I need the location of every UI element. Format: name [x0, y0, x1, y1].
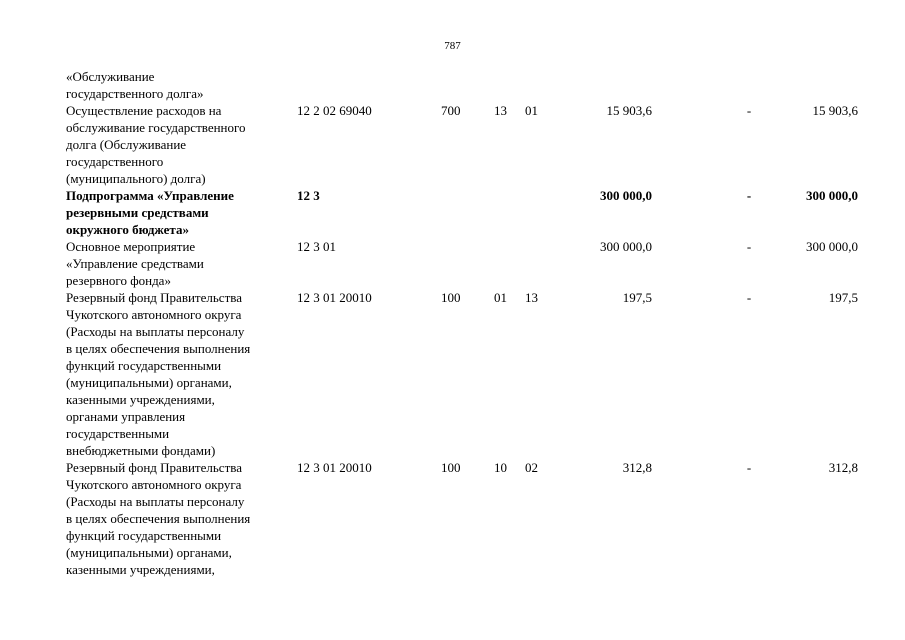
target-article-code: 12 3 01 20010 — [297, 460, 372, 475]
amount-total: 300 000,0 — [600, 239, 652, 254]
amount-change: - — [746, 460, 752, 475]
amount-final: 300 000,0 — [806, 188, 858, 203]
amount-total: 312,8 — [622, 460, 652, 475]
amount-final: 300 000,0 — [806, 239, 858, 254]
budget-table — [0, 68, 905, 578]
item-name: Подпрограмма «Управление резервными средствами окружного бюджета» — [66, 188, 234, 237]
subsection-code: 13 — [525, 290, 538, 305]
subsection-code: 02 — [525, 460, 538, 475]
amount-total: 197,5 — [622, 290, 652, 305]
target-article-code: 12 3 — [297, 188, 320, 203]
item-name: «Обслуживание государственного долга» — [66, 69, 204, 101]
amount-final: 312,8 — [828, 460, 858, 475]
target-article-code: 12 2 02 69040 — [297, 103, 372, 118]
amount-change: - — [746, 239, 752, 254]
subsection-code: 01 — [525, 103, 538, 118]
amount-total: 15 903,6 — [606, 103, 652, 118]
amount-change: - — [746, 103, 752, 118]
table-row — [0, 187, 905, 238]
amount-change: - — [746, 188, 752, 203]
expense-type-code: 100 — [441, 460, 461, 475]
target-article-code: 12 3 01 20010 — [297, 290, 372, 305]
item-name: Резервный фонд Правительства Чукотского автономного округа (Расходы на выплаты персоналу в целях обеспечения выполнения функций государственными (муниципальными) органами, казенными учреждениями, — [66, 460, 251, 577]
expense-type-code: 100 — [441, 290, 461, 305]
section-code: 13 — [494, 103, 507, 118]
item-name: Осуществление расходов на обслуживание государственного долга (Обслуживание государственного (муниципального) долга) — [66, 103, 246, 186]
target-article-code: 12 3 01 — [297, 239, 336, 254]
table-row — [0, 289, 905, 459]
item-name: Резервный фонд Правительства Чукотского автономного округа (Расходы на выплаты персоналу в целях обеспечения выполнения функций государственными (муниципальными) органами, казенными учреждениями, органами управления государственными внебюджетными фондами) — [66, 290, 251, 458]
table-row — [0, 238, 905, 289]
table-row — [0, 68, 905, 102]
table-row — [0, 459, 905, 578]
amount-final: 15 903,6 — [812, 103, 858, 118]
table-row — [0, 102, 905, 187]
expense-type-code: 700 — [441, 103, 461, 118]
section-code: 10 — [494, 460, 507, 475]
item-name: Основное мероприятие «Управление средствами резервного фонда» — [66, 239, 204, 288]
page-number: 787 — [444, 40, 461, 52]
amount-total: 300 000,0 — [600, 188, 652, 203]
section-code: 01 — [494, 290, 507, 305]
amount-change: - — [746, 290, 752, 305]
amount-final: 197,5 — [828, 290, 858, 305]
